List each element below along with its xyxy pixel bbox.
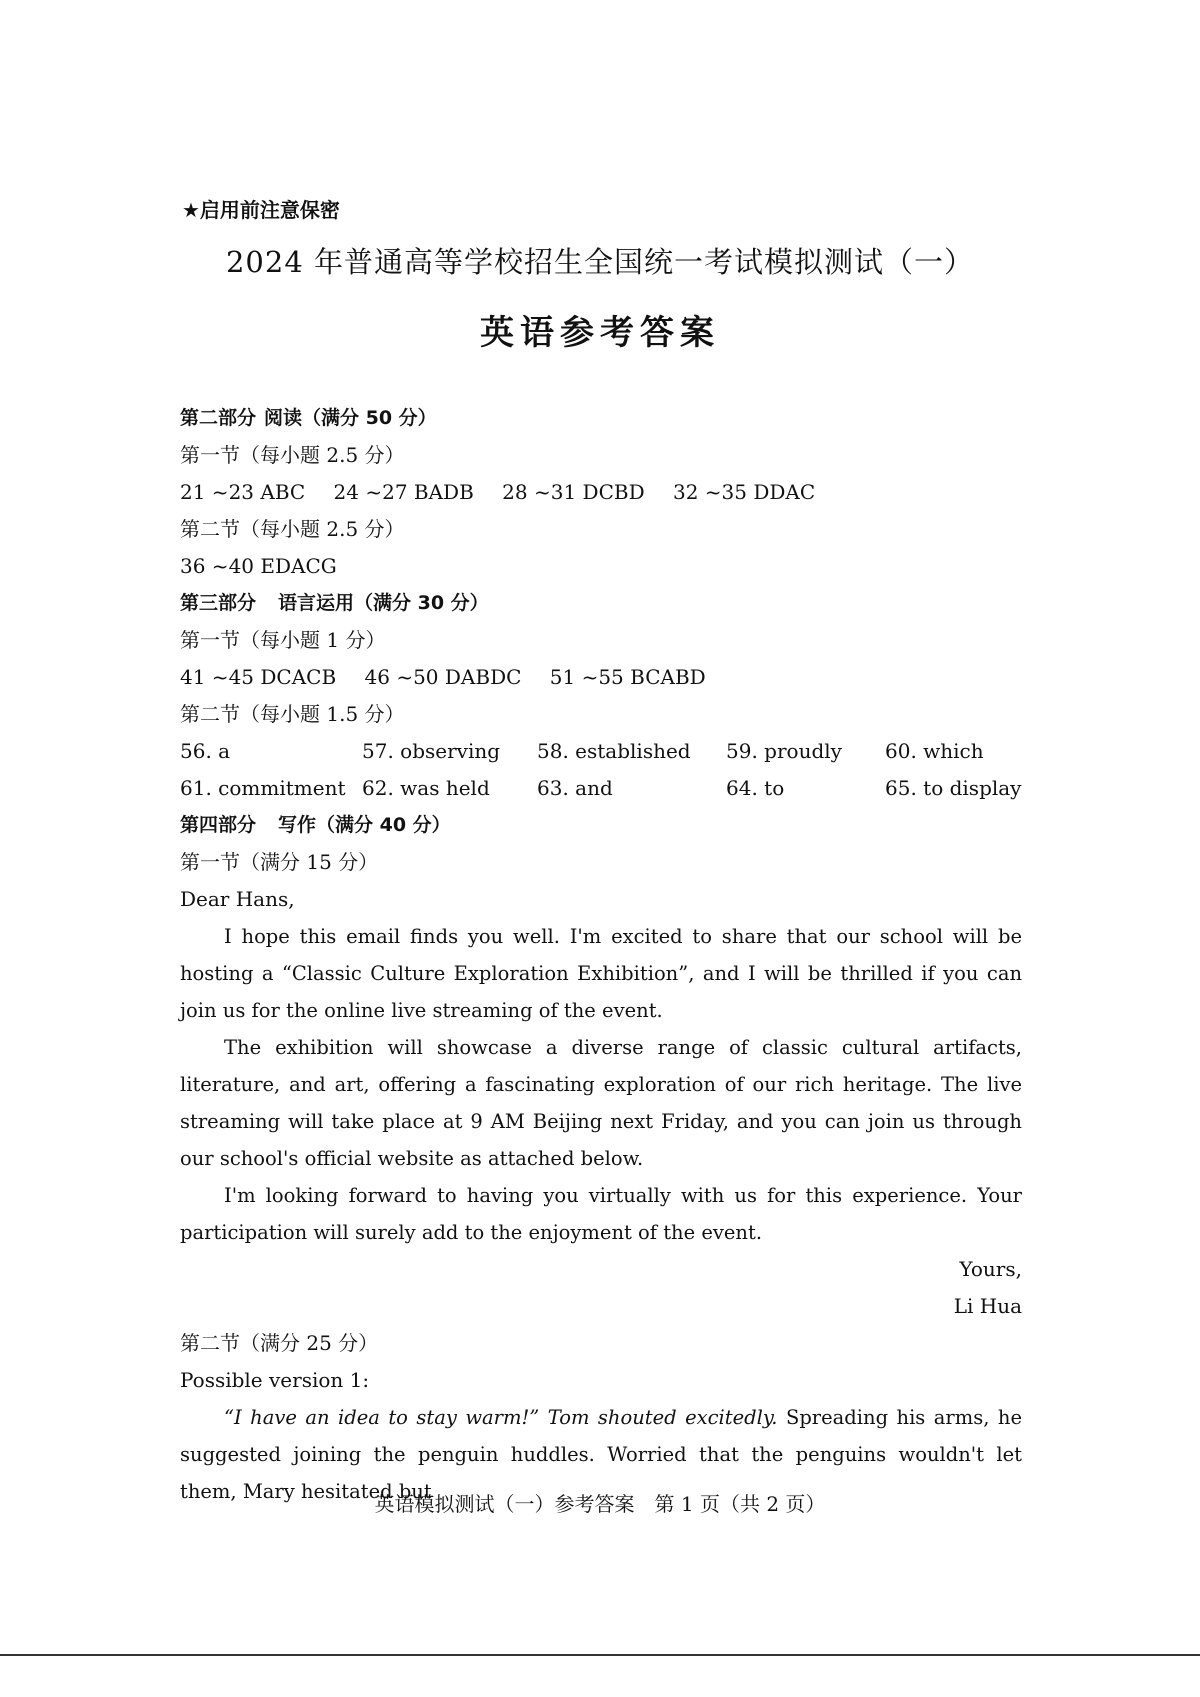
part4-sec2-heading: 第二节（满分 25 分）	[180, 1331, 379, 1355]
grammar-answer: 58. established	[537, 739, 691, 763]
part2-sec1-heading: 第一节（每小题 2.5 分）	[180, 443, 405, 467]
confidential-notice: ★启用前注意保密	[182, 198, 340, 222]
letter-paragraph: I hope this email finds you well. I'm excited to share that our school will be hosting a “Classic Culture Exploration Exhibition”, and I will be thrilled if you can join us for the online live streaming of the event.	[180, 925, 1022, 1022]
answer-group: 24 ~27 BADB	[333, 480, 474, 504]
grammar-answer: 57. observing	[362, 739, 501, 763]
story-italic-opening: “I have an idea to stay warm!” Tom shouted excitedly.	[224, 1406, 778, 1429]
exam-title: 2024 年普通高等学校招生全国统一考试模拟测试（一）	[225, 245, 975, 279]
letter-closing: Yours,	[959, 1257, 1022, 1281]
letter-greeting: Dear Hans,	[180, 887, 295, 911]
answer-content	[180, 400, 1022, 1510]
answer-group: 21 ~23 ABC	[180, 480, 306, 504]
part2-sec1-answers	[180, 474, 1022, 511]
part3-sec1-heading: 第一节（每小题 1 分）	[180, 628, 386, 652]
grammar-answer: 59. proudly	[726, 739, 842, 763]
part4-heading-title: 写作（满分 40 分）	[278, 814, 451, 836]
letter-paragraph: I'm looking forward to having you virtually with us for this experience. Your participation will surely add to the enjoyment of the event.	[180, 1184, 1022, 1244]
grammar-answer: 56. a	[180, 739, 231, 763]
part4-sec1-heading: 第一节（满分 15 分）	[180, 850, 379, 874]
grammar-answers-row	[180, 770, 1022, 807]
version-label: Possible version 1:	[180, 1368, 370, 1392]
page-footer: 英语模拟测试（一）参考答案 第 1 页（共 2 页）	[374, 1492, 826, 1516]
part2-heading-title: 阅读（满分 50 分）	[264, 407, 437, 429]
answer-group: 36 ~40 EDACG	[180, 554, 337, 578]
document-title: 英语参考答案	[480, 313, 720, 353]
part2-sec2-answers	[180, 548, 1022, 585]
story-continuation: Spreading his arms, he suggested joining the penguin huddles. Worried that the penguins wouldn't let them, Mary hesitated but	[180, 1406, 1022, 1503]
part2-heading	[180, 400, 1022, 437]
part3-sec1-answers	[180, 659, 1022, 696]
part4-heading	[180, 807, 1022, 844]
grammar-answer: 63. and	[537, 776, 613, 800]
part3-heading-title: 语言运用（满分 30 分）	[278, 592, 489, 614]
part4-heading-label: 第四部分	[180, 814, 257, 836]
part2-sec2-heading: 第二节（每小题 2.5 分）	[180, 517, 405, 541]
grammar-answers-row	[180, 733, 1022, 770]
answer-group: 51 ~55 BCABD	[549, 665, 706, 689]
answer-group: 32 ~35 DDAC	[672, 480, 816, 504]
letter-paragraph: The exhibition will showcase a diverse range of classic cultural artifacts, literature, and art, offering a fascinating exploration of our rich heritage. The live streaming will take place at 9 AM Beijing next Friday, and you can join us through our school's official website as attached below.	[180, 1036, 1022, 1170]
part2-heading-label: 第二部分	[180, 407, 257, 429]
grammar-answer: 64. to	[726, 776, 785, 800]
answer-group: 28 ~31 DCBD	[502, 480, 645, 504]
part3-heading	[180, 585, 1022, 622]
part3-heading-label: 第三部分	[180, 592, 257, 614]
scan-bottom-edge-divider	[0, 1654, 1200, 1656]
grammar-answer: 65. to display	[885, 776, 1022, 800]
answer-group: 46 ~50 DABDC	[364, 665, 522, 689]
grammar-answer: 61. commitment	[180, 776, 346, 800]
part3-sec2-heading: 第二节（每小题 1.5 分）	[180, 702, 405, 726]
answer-group: 41 ~45 DCACB	[180, 665, 337, 689]
grammar-answer: 62. was held	[362, 776, 490, 800]
grammar-answer: 60. which	[885, 739, 984, 763]
letter-signature: Li Hua	[953, 1294, 1022, 1318]
